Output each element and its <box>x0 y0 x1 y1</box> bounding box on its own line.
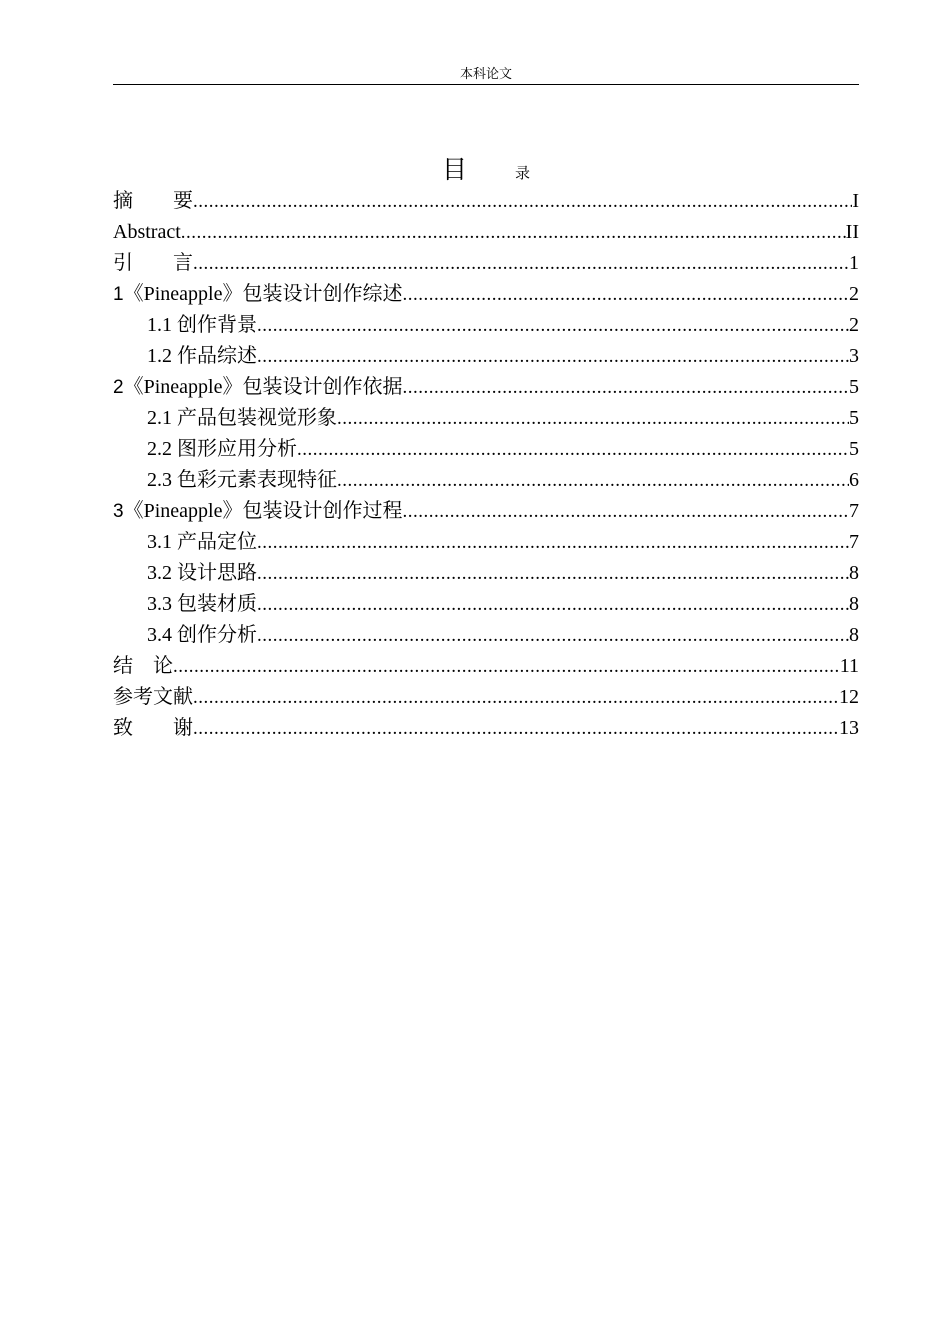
toc-leader-dots <box>181 217 846 248</box>
toc-leader-dots <box>337 403 849 434</box>
toc-leader-dots <box>193 682 839 713</box>
header-rule <box>113 84 859 85</box>
toc-entry-label: 2.2 图形应用分析 <box>147 438 297 460</box>
toc-entry-label: 3.3 包装材质 <box>147 593 257 615</box>
toc-chapter-number: 2 <box>113 377 124 398</box>
toc-entry[interactable] <box>113 186 859 217</box>
table-of-contents <box>113 186 859 744</box>
toc-entry-page: 8 <box>849 624 859 646</box>
toc-title <box>113 150 859 190</box>
toc-leader-dots <box>402 372 849 403</box>
toc-leader-dots <box>193 248 849 279</box>
toc-entry[interactable] <box>113 651 859 682</box>
toc-entry-page: 12 <box>839 686 859 708</box>
toc-entry-page: 2 <box>849 314 859 336</box>
toc-leader-dots <box>257 620 849 651</box>
toc-entry-label: 3.4 创作分析 <box>147 624 257 646</box>
toc-entry-label: 《Pineapple》包装设计创作过程 <box>123 500 403 522</box>
toc-entry-page: 6 <box>849 469 859 491</box>
toc-subentry[interactable] <box>113 434 859 465</box>
toc-title-main: 目 <box>441 155 467 184</box>
toc-entry-page: 11 <box>839 655 859 677</box>
page-header: 本科论文 <box>459 66 512 81</box>
toc-entry-page: II <box>845 221 859 243</box>
toc-entry-label: 1.1 创作背景 <box>147 314 257 336</box>
toc-leader-dots <box>173 651 840 682</box>
toc-entry-label: 2.3 色彩元素表现特征 <box>147 469 337 491</box>
toc-leader-dots <box>402 496 849 527</box>
toc-subentry[interactable] <box>113 527 859 558</box>
toc-entry-page: 5 <box>849 438 859 460</box>
toc-entry-label: 引 言 <box>113 252 193 274</box>
toc-subentry[interactable] <box>113 403 859 434</box>
toc-entry-page: 2 <box>849 283 859 305</box>
toc-entry-page: 5 <box>849 407 859 429</box>
toc-subentry[interactable] <box>113 589 859 620</box>
toc-entry-label: 《Pineapple》包装设计创作综述 <box>123 283 403 305</box>
toc-leader-dots <box>193 186 852 217</box>
toc-entry-page: 13 <box>839 717 859 739</box>
toc-leader-dots <box>297 434 849 465</box>
toc-entry-page: 7 <box>849 500 859 522</box>
toc-entry[interactable] <box>113 372 859 403</box>
toc-entry-page: 8 <box>849 593 859 615</box>
toc-entry-page: 7 <box>849 531 859 553</box>
toc-subentry[interactable] <box>113 620 859 651</box>
toc-entry[interactable] <box>113 279 859 310</box>
toc-subentry[interactable] <box>113 341 859 372</box>
toc-leader-dots <box>193 713 839 744</box>
toc-entry-page: 3 <box>849 345 859 367</box>
toc-entry-page: 1 <box>849 252 859 274</box>
toc-entry[interactable] <box>113 682 859 713</box>
toc-leader-dots <box>257 527 849 558</box>
toc-subentry[interactable] <box>113 558 859 589</box>
toc-title-second: 录 <box>515 166 531 182</box>
toc-leader-dots <box>257 310 849 341</box>
toc-entry-label: 摘 要 <box>113 190 193 212</box>
toc-entry[interactable] <box>113 248 859 279</box>
toc-leader-dots <box>257 341 849 372</box>
toc-chapter-number: 3 <box>113 501 124 522</box>
toc-entry-label: 2.1 产品包装视觉形象 <box>147 407 337 429</box>
toc-entry[interactable] <box>113 713 859 744</box>
toc-entry-label: 3.1 产品定位 <box>147 531 257 553</box>
toc-entry-label: 1.2 作品综述 <box>147 345 257 367</box>
toc-entry-page: I <box>852 190 859 212</box>
toc-entry-page: 8 <box>849 562 859 584</box>
toc-entry-label: 致 谢 <box>113 717 193 739</box>
toc-leader-dots <box>257 558 849 589</box>
toc-leader-dots <box>337 465 849 496</box>
toc-subentry[interactable] <box>113 465 859 496</box>
toc-subentry[interactable] <box>113 310 859 341</box>
toc-entry-label: 《Pineapple》包装设计创作依据 <box>123 376 403 398</box>
toc-leader-dots <box>402 279 849 310</box>
toc-entry[interactable] <box>113 496 859 527</box>
toc-entry-label: 3.2 设计思路 <box>147 562 257 584</box>
toc-leader-dots <box>257 589 849 620</box>
toc-entry[interactable] <box>113 217 859 248</box>
toc-entry-label: 参考文献 <box>113 686 193 708</box>
toc-chapter-number: 1 <box>113 284 124 305</box>
toc-entry-label: 结 论 <box>113 655 173 677</box>
toc-entry-label: Abstract <box>113 221 181 243</box>
toc-entry-page: 5 <box>849 376 859 398</box>
